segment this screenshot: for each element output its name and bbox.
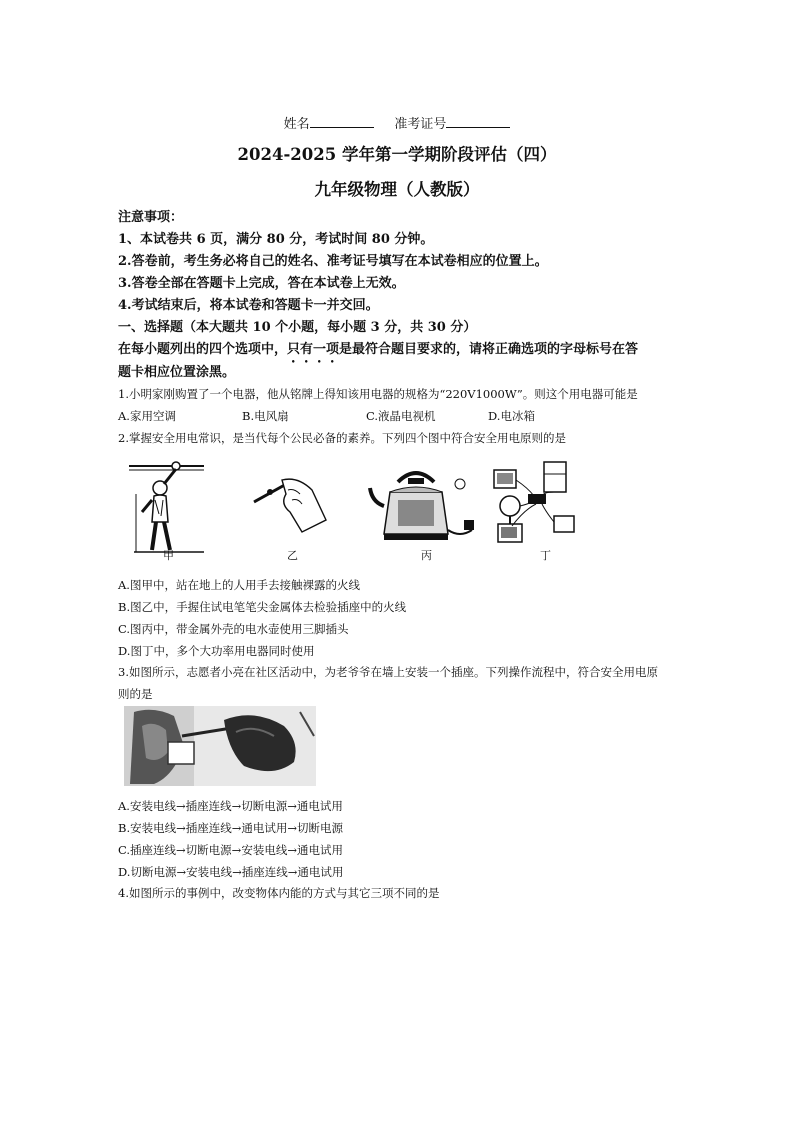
exam-number-blank[interactable] [446, 115, 510, 128]
section-heading: 一、选择题（本大题共 10 个小题，每小题 3 分，共 30 分） [118, 320, 477, 335]
q2-option-a[interactable]: A.图甲中，站在地上的人用手去接触裸露的火线 [118, 578, 360, 592]
figure-label-ding: 丁 [540, 549, 551, 562]
name-label: 姓名 [283, 117, 310, 132]
exam-subtitle: 九年级物理（人教版） [314, 180, 480, 199]
notice-item-1: 1、本试卷共 6 页，满分 80 分，考试时间 80 分钟。 [118, 232, 434, 247]
instr-part-b: 是最符合题目要求的，请将正确选项的字母标号在答 [339, 342, 639, 357]
section-instruction-cont: 题卡相应位置涂黑。 [118, 365, 236, 380]
q3-option-b[interactable]: B.安装电线→插座连线→通电试用→切断电源 [118, 821, 344, 835]
notice-item-3: 3.答卷全部在答题卡上完成，答在本试卷上无效。 [118, 276, 405, 291]
notice-item-4: 4.考试结束后，将本试卷和答题卡一并交回。 [118, 298, 379, 313]
figure-socket-install [124, 706, 316, 786]
name-exam-row [0, 113, 794, 132]
q1-option-b[interactable]: B.电风扇 [242, 409, 289, 423]
q3-option-d[interactable]: D.切断电源→安装电线→插座连线→通电试用 [118, 865, 344, 879]
figure-label-jia: 甲 [163, 549, 174, 562]
exam-title: 2024-2025 学年第一学期阶段评估（四） [237, 145, 557, 164]
figure-bing [368, 458, 478, 548]
q2-option-b[interactable]: B.图乙中，手握住试电笔笔尖金属体去检验插座中的火线 [118, 600, 407, 614]
q3-stem-line2: 则的是 [118, 687, 153, 701]
q1-option-c[interactable]: C.液晶电视机 [366, 409, 436, 423]
instr-emphasis: 只有一项 [287, 342, 340, 357]
q3-stem-line1: 3.如图所示，志愿者小亮在社区活动中，为老爷爷在墙上安装一个插座。下列操作流程中，符合安全用电原 [118, 665, 658, 679]
q1-stem: 1.小明家刚购置了一个电器，他从铭牌上得知该用电器的规格为“220V1000W”。则这个用电器可能是 [118, 387, 638, 401]
q3-option-a[interactable]: A.安装电线→插座连线→切断电源→通电试用 [118, 799, 343, 813]
name-blank[interactable] [310, 115, 374, 128]
figure-label-bing: 丙 [421, 549, 432, 562]
q1-option-a[interactable]: A.家用空调 [118, 409, 176, 423]
instr-part-a: 在每小题列出的四个选项中， [118, 342, 288, 357]
q4-stem: 4.如图所示的事例中，改变物体内能的方式与其它三项不同的是 [118, 886, 440, 900]
notice-item-2: 2.答卷前，考生务必将自己的姓名、准考证号填写在本试卷相应的位置上。 [118, 254, 548, 269]
q3-option-c[interactable]: C.插座连线→切断电源→安装电线→通电试用 [118, 843, 343, 857]
figure-label-yi: 乙 [287, 549, 298, 562]
q2-option-c[interactable]: C.图丙中，带金属外壳的电水壶使用三脚插头 [118, 622, 349, 636]
q2-option-d[interactable]: D.图丁中，多个大功率用电器同时使用 [118, 644, 315, 658]
notice-heading: 注意事项： [118, 210, 184, 225]
q2-stem: 2.掌握安全用电常识，是当代每个公民必备的素养。下列四个图中符合安全用电原则的是 [118, 431, 566, 445]
q1-option-d[interactable]: D.电冰箱 [488, 409, 535, 423]
figure-ding [488, 458, 588, 548]
exam-number-label: 准考证号 [394, 117, 447, 132]
figure-yi [242, 460, 332, 540]
